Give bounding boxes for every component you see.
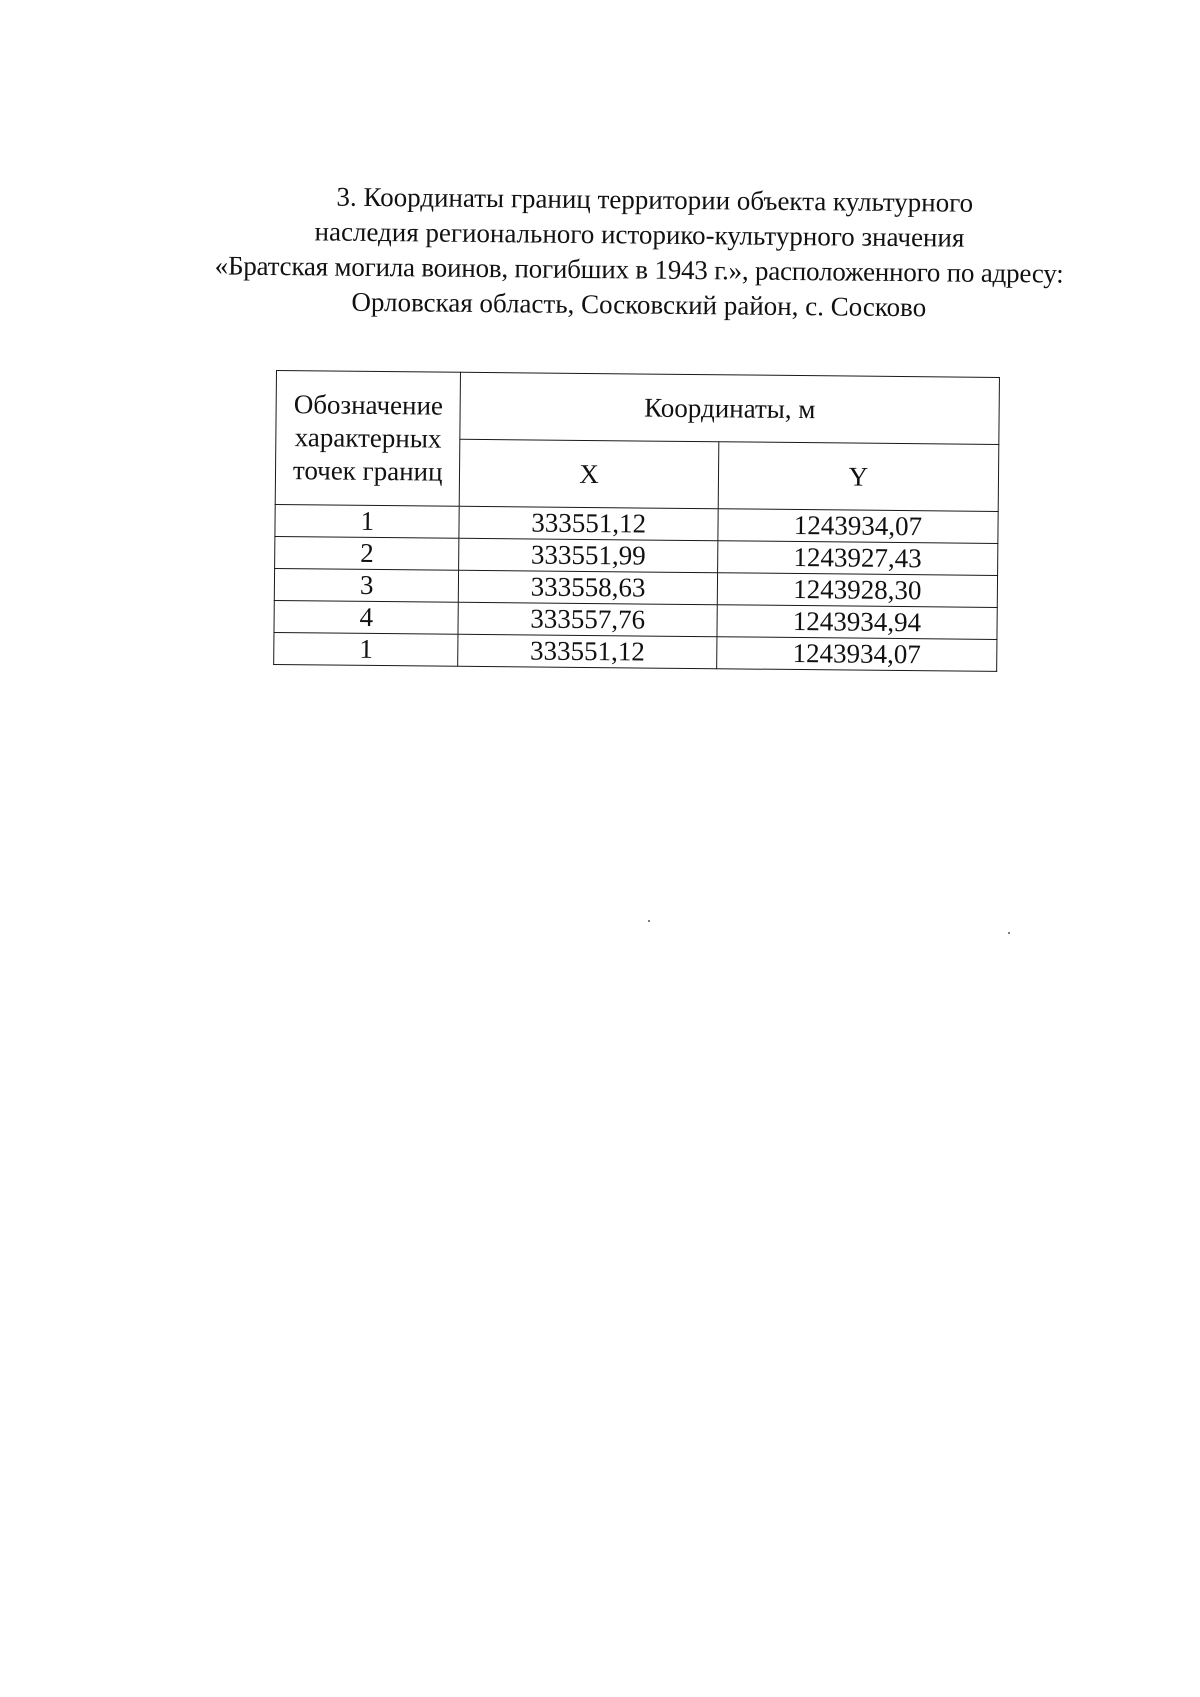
header-y: Y — [718, 442, 999, 512]
x-cell: 333551,99 — [459, 538, 718, 572]
table-row — [274, 632, 997, 671]
y-cell: 1243934,07 — [718, 509, 999, 544]
y-cell: 1243927,43 — [717, 541, 998, 576]
heading-line-3: «Братская могила воинов, погибших в 1943 г.», расположенного по адресу: — [214, 250, 1064, 289]
x-cell: 333557,76 — [458, 602, 717, 636]
coordinates-table — [273, 370, 1000, 672]
scan-speck — [648, 920, 650, 922]
scan-speck — [1008, 932, 1010, 934]
y-cell: 1243934,94 — [717, 605, 998, 640]
section-heading — [169, 178, 1110, 327]
header-coordinates: Координаты, м — [460, 372, 999, 444]
x-cell: 333551,12 — [459, 506, 718, 540]
x-cell: 333551,12 — [458, 634, 717, 668]
y-cell: 1243934,07 — [716, 637, 997, 672]
table-header-row — [276, 371, 1000, 445]
point-cell: 1 — [274, 632, 459, 666]
point-cell: 4 — [274, 600, 459, 634]
x-cell: 333558,63 — [459, 570, 718, 604]
point-cell: 3 — [274, 568, 459, 602]
heading-line-1: 3. Координаты границ территории объекта культурного — [336, 181, 974, 218]
header-designation: Обозначение характерных точек границ — [275, 371, 461, 507]
point-cell: 1 — [275, 504, 460, 538]
y-cell: 1243928,30 — [717, 573, 998, 608]
heading-line-4: Орловская область, Сосковский район, с. Сосково — [351, 286, 927, 323]
point-cell: 2 — [275, 536, 460, 570]
heading-line-2: наследия регионального историко-культурного значения — [314, 216, 965, 253]
header-x: X — [460, 439, 719, 508]
